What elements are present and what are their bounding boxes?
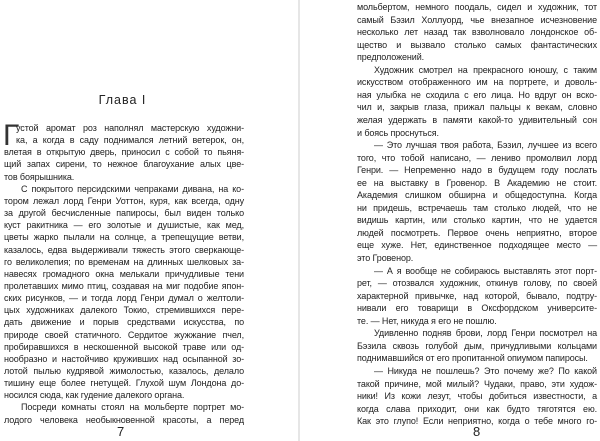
text-line: искусством отображенного им на портрете, и доволь- [357, 77, 597, 88]
text-line: когда слава приходит, они как будто тяготятся ею. [357, 403, 597, 414]
page-number: 7 [117, 424, 125, 439]
text-line: людей посмотреть. Первое очень неприятно, второе [357, 227, 597, 238]
text-line: ники! Из кожи лезут, чтобы добиться известности, а [357, 391, 597, 402]
text-line: устой аромат роз наполнял мастерскую художни- [16, 123, 244, 133]
text-line: влетая в открытую дверь, приносил с собой то пьяня- [4, 147, 244, 158]
text-line: щество и вызвало столько самых фантастических [357, 39, 597, 50]
text-line: мольбертом, немного поодаль, сидел и художник, тот [357, 2, 597, 12]
text-line: чил и, закрыв глаза, прижал пальцы к векам, словно [357, 102, 597, 113]
text-line: поднимавшийся от его пропитанной опиумом папиросы. [357, 353, 588, 364]
text-line: Как это глупо! Если неприятно, когда о тебе много го- [357, 416, 597, 427]
text-line: казалось, едва выдерживали тяжесть этого сверкающе- [4, 244, 244, 255]
text-line: предположений. [357, 52, 425, 63]
text-line: дать движение и порыв средствами искусства, по [4, 317, 244, 328]
text-line: лодого человека необыкновенной красоты, а перед [4, 414, 244, 425]
text-line: Генри. — Непременно надо в будущем году послать [357, 165, 597, 176]
text-line: Удивленно подняв брови, лорд Генри посмотрел на [374, 328, 597, 339]
text-line: пролетавших мимо птиц, создавая на миг подобие япон- [4, 280, 244, 291]
text-line: — Это лучшая твоя работа, Бэзил, лучшее из всего [374, 140, 597, 151]
text-line: — Никуда не пошлешь? Это почему же? По какой [374, 365, 597, 376]
text-line: щий запах сирени, то нежное благоухание алых цве- [4, 159, 244, 170]
text-line: пробиравшихся в нескошенной высокой траве или од- [4, 341, 244, 352]
text-line: — А я вообще не собираюсь выставлять этот порт- [374, 265, 597, 276]
text-line: это Гровенор. [357, 253, 414, 263]
text-line: того, что тобой написано, — лениво промолвил лорд [357, 152, 597, 163]
text-line: ная улыбка не сходила с его лица. Но вдруг он вско- [357, 89, 597, 100]
right-page [302, 0, 600, 441]
text-line: несколько лет назад так взволновало лондонское об- [357, 27, 597, 38]
text-line: нивали его товарищи в Оксфордском университе- [357, 303, 597, 314]
text-line: нообразно и настойчиво круживших над осыпанной зо- [4, 353, 244, 364]
text-line: ских рисунков, — и тогда лорд Генри думал о желтоли- [4, 293, 244, 304]
text-line: куст ракитника — его золотые и душистые, как мед, [4, 220, 244, 231]
text-line: желая удержать в памяти какой-то удивительный сон [357, 114, 597, 125]
text-line: природе своей статичного. Сердитое жужжание пчел, [4, 329, 244, 340]
text-line: за другой бесчисленные папиросы, был виден только [4, 208, 244, 219]
text-line: характерной привычке, над которой, бывало, подтру- [357, 290, 597, 301]
text-line: навесях громадного окна мелькали причудливые тени [4, 268, 244, 279]
text-line: рет, — отозвался художник, откинув голову, по своей [357, 278, 597, 289]
text-line: С покрытого персидскими чепраками дивана, на ко- [21, 183, 244, 194]
text-line: еще хуже. Нет, единственное подходящее место — [357, 240, 597, 251]
page-number: 8 [473, 424, 481, 439]
text-line: цых художниках далекого Токио, стремившихся пере- [4, 305, 244, 316]
text-line: такой причине, мой милый? Чудаки, право, эти худож- [357, 378, 597, 389]
text-line: ка, а когда в саду поднимался летний ветерок, он, [16, 135, 244, 146]
text-line: тором лежал лорд Генри Уоттон, куря, как всегда, одну [4, 195, 244, 206]
drop-cap: Г [3, 119, 20, 152]
text-line: тишину еще более гнетущей. Глухой шум Лондона до- [4, 378, 244, 389]
text-line: и боясь проснуться. [357, 127, 439, 138]
text-line: видишь картин, или столько картин, что не удается [357, 215, 597, 226]
text-line: Посреди комнаты стоял на мольберте портрет мо- [21, 402, 244, 413]
text-line: тов боярышника. [4, 171, 75, 182]
text-line: лотой пылью кудрявой жимолостью, казалось, делало [4, 366, 244, 376]
text-line: носился сюда, как гудение далекого органа. [4, 390, 185, 401]
text-line: самый Бэзил Холлуорд, чье внезапное исчезновение [357, 14, 597, 25]
text-line: ни придешь, встречаешь там столько людей, что не [357, 202, 597, 213]
text-line: Художник смотрел на прекрасного юношу, с таким [374, 64, 597, 75]
text-line: го великолепия; по временам на длинных шелковых за- [4, 256, 244, 267]
text-line: Бэзила сквозь голубой дым, причудливыми кольцами [357, 340, 597, 351]
text-line: ее на выставку в Гровенор. В Академию не стоит. [357, 177, 597, 188]
chapter-title: Глава I [98, 93, 147, 107]
text-line: Академия слишком обширна и общедоступна. Когда [357, 190, 597, 201]
text-line: цветы жарко пылали на солнце, а трепещущие ветви, [4, 232, 244, 243]
text-line: те. — Нет, никуда я его не пошлю. [357, 315, 497, 326]
